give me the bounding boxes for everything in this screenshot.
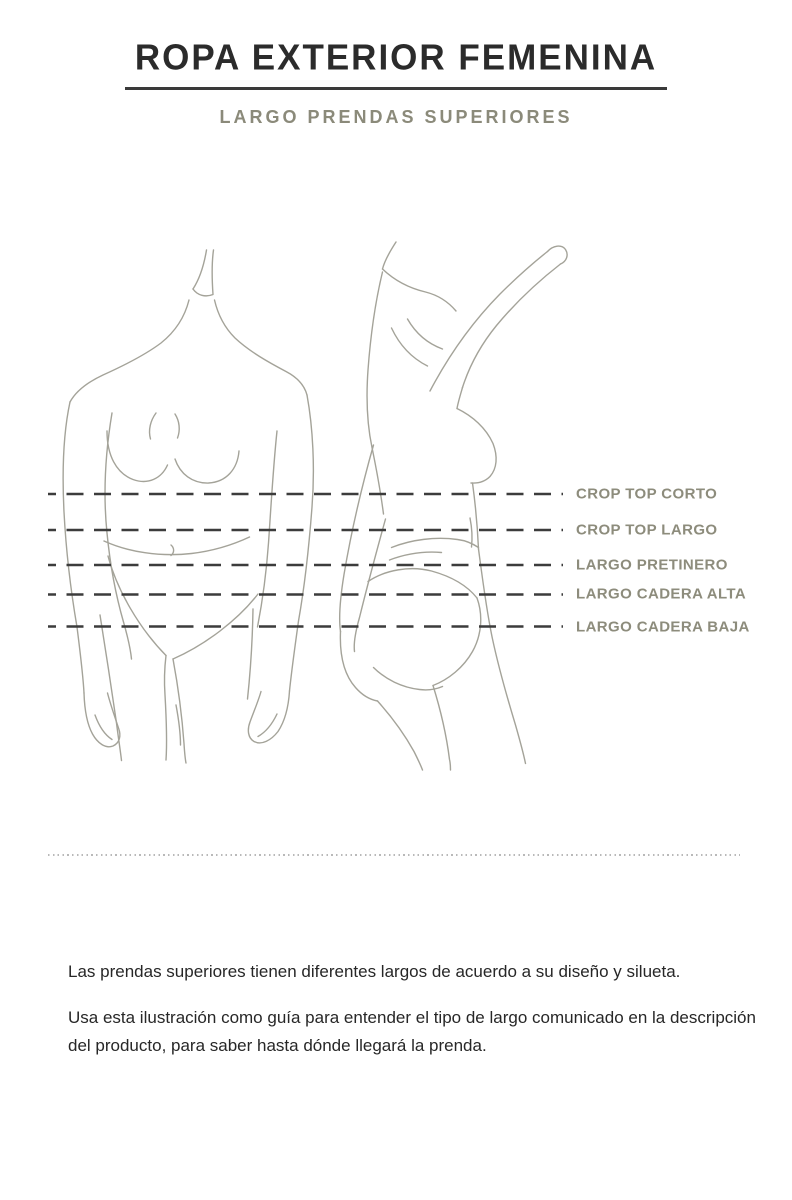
page-subtitle: LARGO PRENDAS SUPERIORES xyxy=(219,107,573,127)
description-paragraph-2: Usa esta ilustración como guía para entender el tipo de largo comunicado en la descripción del producto, para saber hasta dónde llegará la prenda. xyxy=(68,1008,756,1055)
label-largo-cadera-alta: LARGO CADERA ALTA xyxy=(576,585,747,603)
label-crop-top-corto: CROP TOP CORTO xyxy=(576,485,718,503)
label-largo-pretinero: LARGO PRETINERO xyxy=(576,556,728,574)
description-text xyxy=(68,958,760,1060)
label-crop-top-largo: CROP TOP LARGO xyxy=(576,521,718,539)
female-figure-front-illustration xyxy=(63,250,313,763)
label-largo-cadera-baja: LARGO CADERA BAJA xyxy=(576,618,750,636)
length-guide-dashed-lines xyxy=(48,494,563,627)
description-paragraph-1: Las prendas superiores tienen diferentes largos de acuerdo a su diseño y silueta. xyxy=(68,962,681,981)
page-title: ROPA EXTERIOR FEMENINA xyxy=(134,37,658,78)
dotted-separator xyxy=(48,854,740,856)
female-figure-back-illustration xyxy=(340,242,567,770)
